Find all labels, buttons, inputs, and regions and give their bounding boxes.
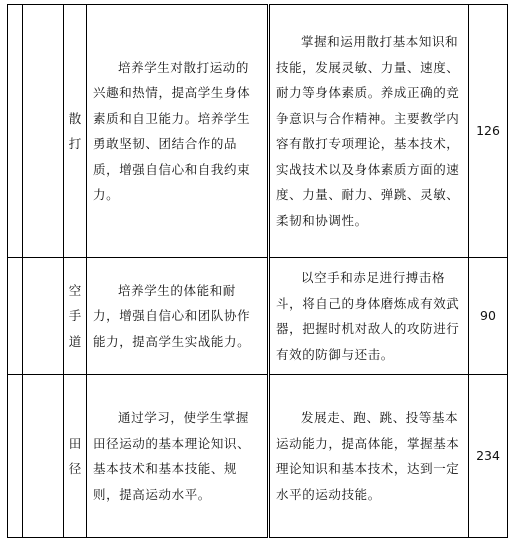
course-goal-cell <box>87 375 269 538</box>
table-row <box>8 375 508 538</box>
course-content-cell <box>269 5 469 258</box>
course-name-char: 道 <box>68 333 82 349</box>
course-content-text: 掌握和运用散打基本知识和技能，发展灵敏、力量、速度、耐力等身体素质。养成正确的竞争意识与合作精神。主要教学内容有散打专项理论，基本技术，实战技术以及身体素质方面的速度、力量、耐力、弹跳、灵敏、柔韧和协调性。 <box>276 34 460 228</box>
course-name-cell <box>64 5 87 258</box>
course-name-char: 径 <box>68 461 82 476</box>
course-name-char: 打 <box>68 136 82 151</box>
course-hours-cell: 90 <box>469 258 508 375</box>
blank-cell <box>8 5 23 258</box>
course-goal-text: 培养学生对散打运动的兴趣和热情，提高学生身体素质和自卫能力。培养学生勇敢坚韧、团结合作的品质，增强自信心和自我约束力。 <box>93 59 251 202</box>
course-goal-cell <box>87 258 269 375</box>
blank-cell <box>23 5 64 258</box>
course-name-char: 手 <box>68 308 82 324</box>
course-table <box>7 4 508 538</box>
course-goal-cell <box>87 5 269 258</box>
table-row <box>8 5 508 258</box>
course-name-char: 散 <box>68 110 82 126</box>
course-content-cell <box>269 375 469 538</box>
course-goal-text: 培养学生的体能和耐力，增强自信心和团队协作能力，提高学生实战能力。 <box>93 282 251 349</box>
course-hours-cell: 234 <box>469 375 508 538</box>
course-name-cell <box>64 258 87 375</box>
course-content-text: 以空手和赤足进行搏击格斗，将自己的身体磨炼成有效武器，把握时机对敌人的攻防进行有效的防御与还击。 <box>276 270 460 362</box>
course-hours-cell: 126 <box>469 5 508 258</box>
course-name-cell <box>64 375 87 538</box>
blank-cell <box>23 375 64 538</box>
course-name-char: 田 <box>68 435 82 451</box>
blank-cell <box>8 258 23 375</box>
course-name-char: 空 <box>68 282 82 298</box>
blank-cell <box>23 258 64 375</box>
course-goal-text: 通过学习，使学生掌握田径运动的基本理论知识、基本技术和基本技能、规则，提高运动水平。 <box>93 410 251 502</box>
table-row <box>8 258 508 375</box>
course-content-cell <box>269 258 469 375</box>
blank-cell <box>8 375 23 538</box>
course-content-text: 发展走、跑、跳、投等基本运动能力，提高体能，掌握基本理论知识和基本技术，达到一定水平的运动技能。 <box>276 410 460 502</box>
